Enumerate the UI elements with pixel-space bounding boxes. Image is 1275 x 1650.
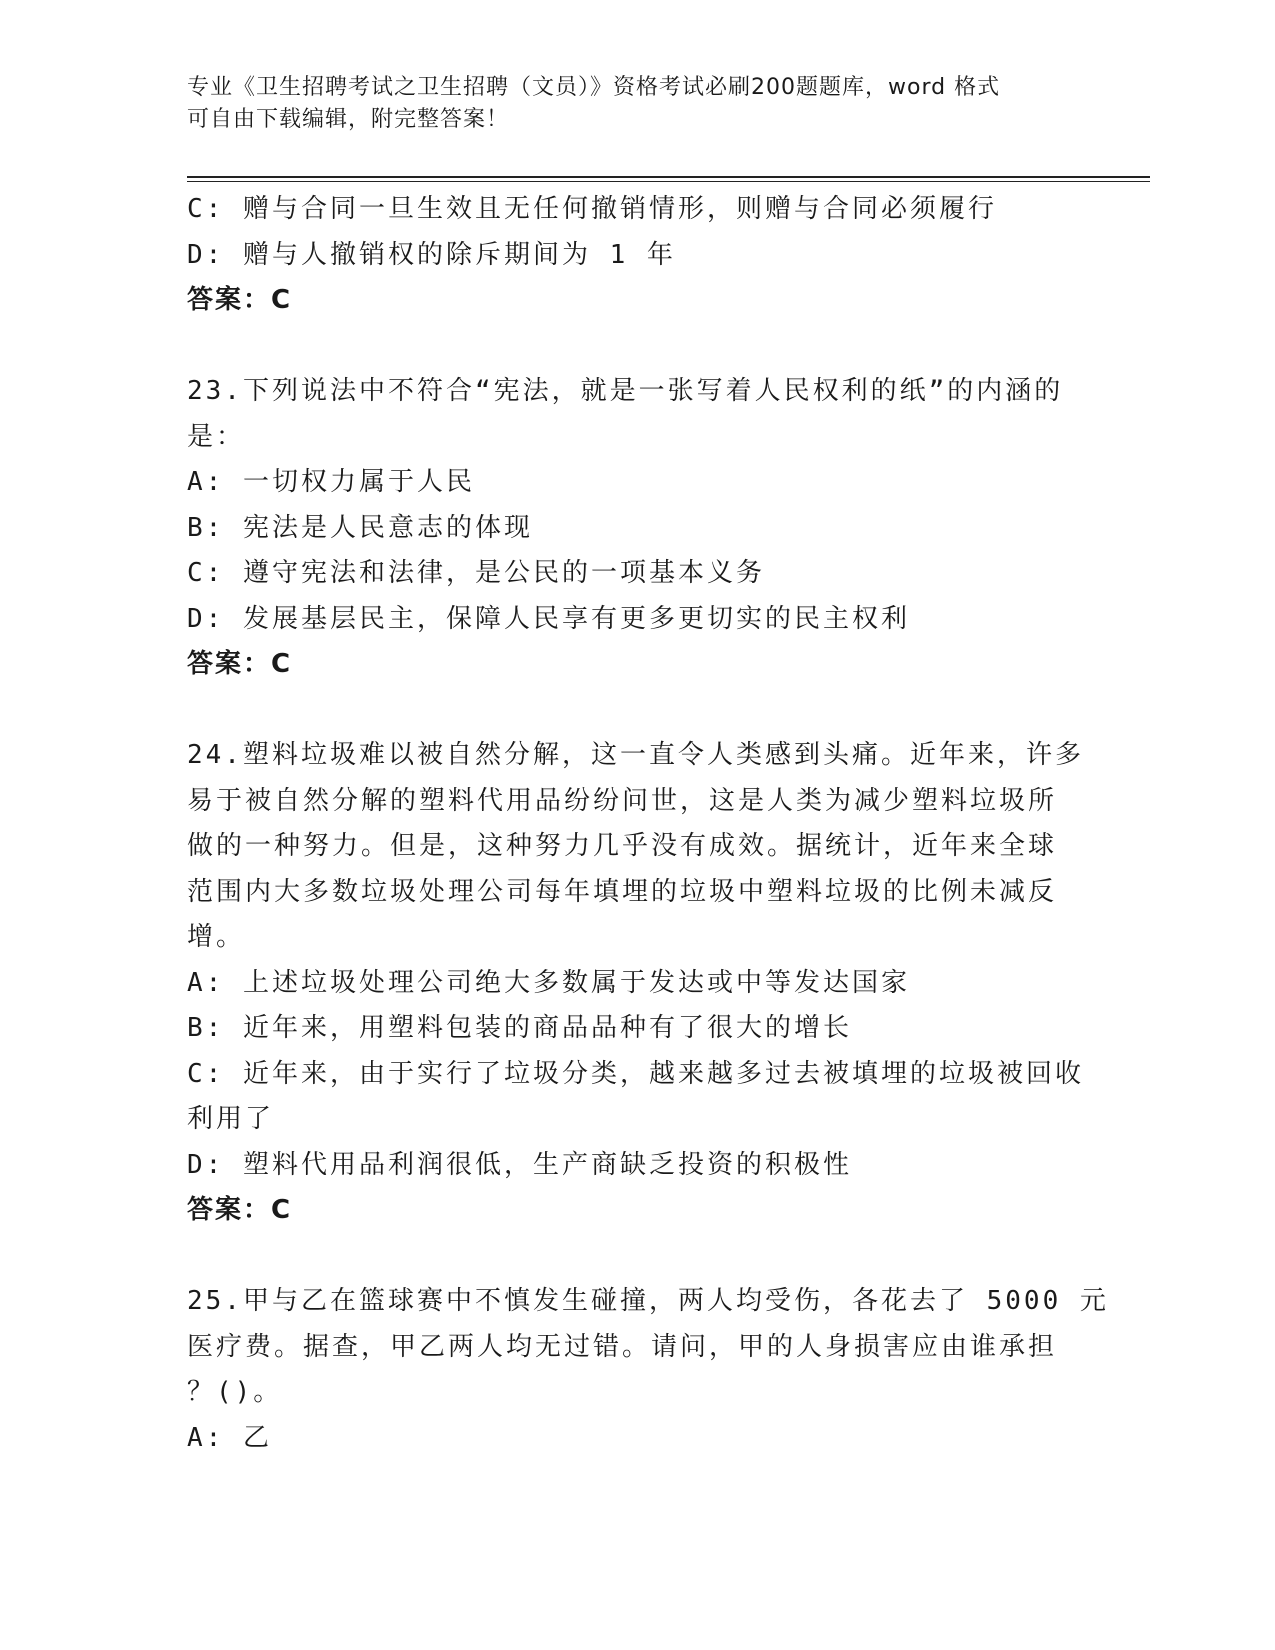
question-24-option-c-line-2: 利用了 [187, 1104, 275, 1134]
question-23-option-d: D: 发展基层民主，保障人民享有更多更切实的民主权利 [187, 603, 910, 634]
question-24-option-c-line-1: C: 近年来，由于实行了垃圾分类，越来越多过去被填埋的垃圾被回收 [187, 1058, 1084, 1089]
question-22-option-c: C: 赠与合同一旦生效且无任何撤销情形，则赠与合同必须履行 [187, 194, 997, 224]
question-24-option-d: D: 塑料代用品利润很低，生产商缺乏投资的积极性 [187, 1149, 852, 1180]
question-22-option-d: D: 赠与人撤销权的除斥期间为 1 年 [187, 239, 676, 270]
question-23-option-b: B: 宪法是人民意志的体现 [187, 512, 533, 543]
question-23-answer: 答案：C [187, 649, 293, 679]
question-22-answer: 答案：C [187, 285, 293, 315]
header-title-line-1: 专业《卫生招聘考试之卫生招聘（文员）》资格考试必刷200题题库，word 格式 [187, 75, 1001, 100]
paragraph-spacer [187, 324, 1087, 370]
question-22-tail [187, 187, 1087, 324]
header-divider-thin [187, 181, 1150, 182]
question-24-option-b: B: 近年来，用塑料包装的商品品种有了很大的增长 [187, 1013, 852, 1043]
question-24-stem-line-5: 增。 [187, 922, 246, 952]
question-23-stem-line-2: 是： [187, 421, 246, 452]
question-25-option-a: A: 乙 [187, 1422, 272, 1453]
header-title-line-2: 可自由下载编辑，附完整答案！ [187, 107, 510, 132]
question-25-stem-line-2: 医疗费。据查，甲乙两人均无过错。请问，甲的人身损害应由谁承担 [187, 1331, 1058, 1362]
question-24-stem-line-2: 易于被自然分解的塑料代用品纷纷问世，这是人类为减少塑料垃圾所 [187, 785, 1058, 816]
header-divider-thick [187, 176, 1150, 178]
question-23 [187, 369, 1087, 688]
question-24-stem-line-3: 做的一种努力。但是，这种努力几乎没有成效。据统计，近年来全球 [187, 831, 1058, 861]
question-24-answer: 答案：C [187, 1195, 293, 1225]
question-23-option-a: A: 一切权力属于人民 [187, 467, 475, 497]
question-25-stem-line-1: 25.甲与乙在篮球赛中不慎发生碰撞，两人均受伤，各花去了 5000 元 [187, 1286, 1109, 1316]
question-25 [187, 1279, 1109, 1461]
document-body [187, 187, 1109, 1461]
question-24-stem-line-4: 范围内大多数垃圾处理公司每年填埋的垃圾中塑料垃圾的比例未减反 [187, 876, 1058, 907]
question-24-stem-line-1: 24.塑料垃圾难以被自然分解，这一直令人类感到头痛。近年来，许多 [187, 740, 1084, 770]
question-23-stem-line-1: 23.下列说法中不符合“宪法，就是一张写着人民权利的纸”的内涵的 [187, 376, 1064, 406]
question-23-option-c: C: 遵守宪法和法律，是公民的一项基本义务 [187, 558, 765, 588]
question-25-stem-line-3: ？()。 [187, 1377, 283, 1407]
paragraph-spacer [187, 1234, 1087, 1280]
document-header [187, 72, 1067, 136]
question-24-option-a: A: 上述垃圾处理公司绝大多数属于发达或中等发达国家 [187, 967, 910, 998]
question-24 [187, 733, 1087, 1234]
paragraph-spacer [187, 688, 1087, 734]
